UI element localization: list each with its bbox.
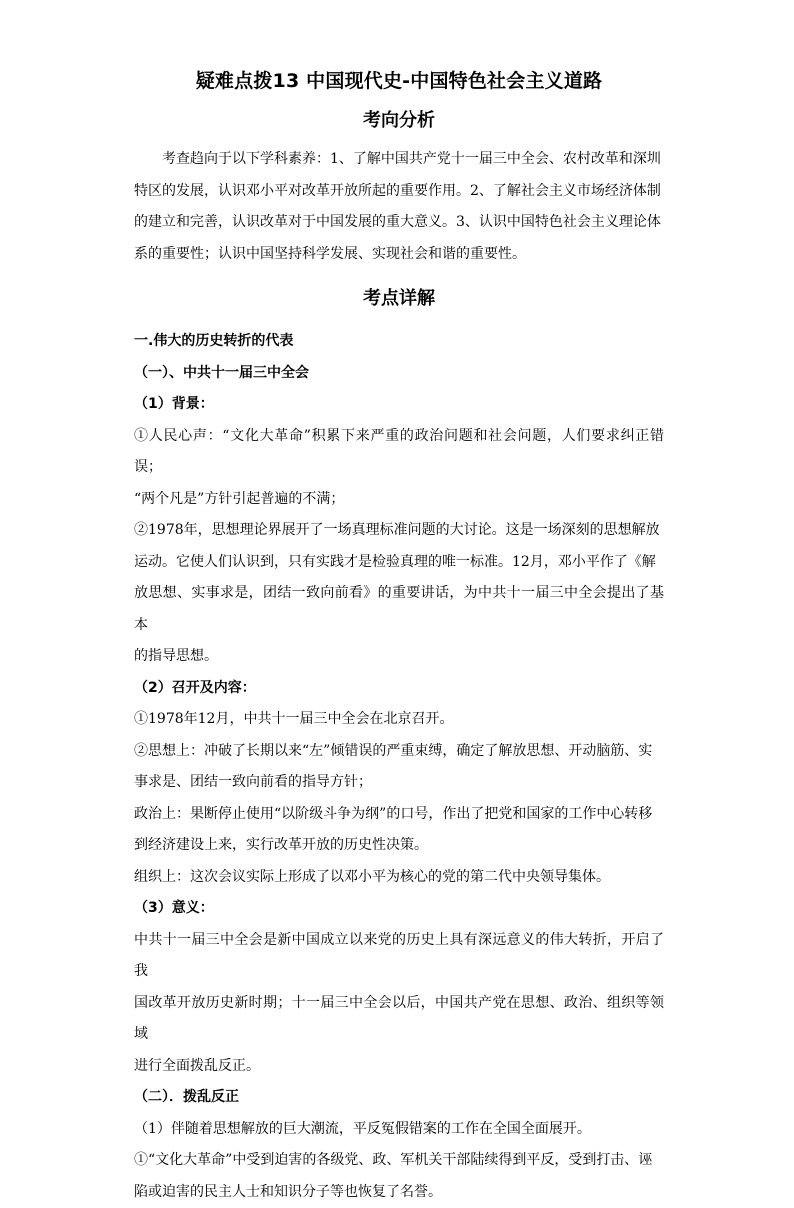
detail-text-line: ②思想上：冲破了长期以来“左”倾错误的严重束缚，确定了解放思想、开动脑筋、实 [134, 736, 664, 768]
detail-text-line: 到经济建设上来，实行改革开放的历史性决策。 [134, 830, 664, 862]
detail-text-line: ②1978年，思想理论界展开了一场真理标准问题的大讨论。这是一场深刻的思想解放 [134, 515, 664, 547]
detail-text-line: 运动。它使人们认识到，只有实践才是检验真理的唯一标准。12月，邓小平作了《解 [134, 547, 664, 579]
analysis-line: 特区的发展，认识邓小平对改革开放所起的重要作用。2、了解社会主义市场经济体制 [134, 176, 664, 208]
detail-text-line: 中共十一届三中全会是新中国成立以来党的历史上具有深远意义的伟大转折，开启了我 [134, 925, 664, 988]
detail-text-line: ①人民心声：“文化大革命”积累下来严重的政治问题和社会问题，人们要求纠正错误； [134, 421, 664, 484]
detail-text-line: ①“文化大革命”中受到迫害的各级党、政、军机关干部陆续得到平反，受到打击、诬 [134, 1145, 664, 1177]
detail-heading: 考点详解 [134, 276, 664, 322]
detail-text-line: ①1978年12月，中共十一届三中全会在北京召开。 [134, 704, 664, 736]
document-title: 疑难点拨13 中国现代史-中国特色社会主义道路 [134, 64, 664, 98]
analysis-heading: 考向分析 [134, 98, 664, 144]
detail-text-line: （1）伴随着思想解放的巨大潮流，平反冤假错案的工作在全国全面展开。 [134, 1114, 664, 1146]
detail-text-line: 国改革开放历史新时期；十一届三中全会以后，中国共产党在思想、政治、组织等领域 [134, 988, 664, 1051]
analysis-paragraph [134, 144, 664, 270]
detail-subheading: （二）．拨乱反正 [134, 1082, 664, 1114]
document-page [134, 64, 664, 1208]
detail-subheading: （2）召开及内容： [134, 673, 664, 705]
detail-text-line: 的指导思想。 [134, 641, 664, 673]
detail-text-line: 进行全面拨乱反正。 [134, 1051, 664, 1083]
analysis-line: 考查趋向于以下学科素养：1、了解中国共产党十一届三中全会、农村改革和深圳 [134, 144, 664, 176]
detail-text-line: 放思想、实事求是，团结一致向前看》的重要讲话，为中共十一届三中全会提出了基本 [134, 578, 664, 641]
detail-subheading: （3）意义： [134, 893, 664, 925]
detail-text-line: 事求是、团结一致向前看的指导方针； [134, 767, 664, 799]
detail-subheading: （1）背景： [134, 389, 664, 421]
detail-text-line: “两个凡是”方针引起普遍的不满； [134, 484, 664, 516]
detail-text-line: 组织上：这次会议实际上形成了以邓小平为核心的党的第二代中央领导集体。 [134, 862, 664, 894]
detail-subheading: 一.伟大的历史转折的代表 [134, 326, 664, 358]
detail-subheading: （一）、中共十一届三中全会 [134, 358, 664, 390]
detail-body [134, 326, 664, 1208]
analysis-line: 的建立和完善，认识改革对于中国发展的重大意义。3、认识中国特色社会主义理论体 [134, 207, 664, 239]
detail-text-line: 政治上：果断停止使用“以阶级斗争为纲”的口号，作出了把党和国家的工作中心转移 [134, 799, 664, 831]
analysis-line: 系的重要性；认识中国坚持科学发展、实现社会和谐的重要性。 [134, 239, 664, 271]
detail-text-line: 陷或迫害的民主人士和知识分子等也恢复了名誉。 [134, 1177, 664, 1208]
